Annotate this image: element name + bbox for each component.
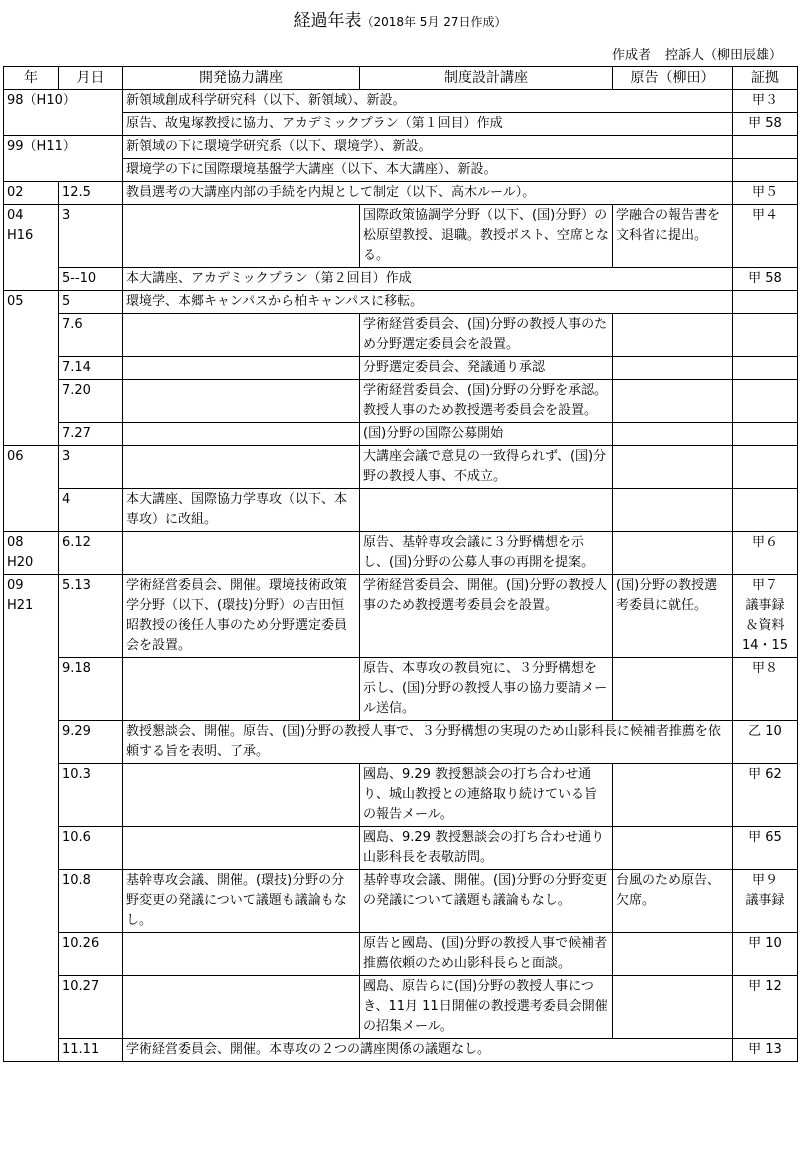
table-row bbox=[4, 268, 798, 291]
header-plaintiff: 原告（柳田） bbox=[613, 67, 733, 90]
evidence-cell bbox=[733, 489, 798, 532]
author-line bbox=[598, 44, 782, 63]
plaintiff-cell bbox=[613, 423, 733, 446]
created-date: （2018年 5月 27日作成） bbox=[361, 15, 507, 29]
date-cell: 11.11 bbox=[59, 1039, 123, 1062]
evidence-cell: 乙 10 bbox=[733, 721, 798, 764]
table-row bbox=[4, 90, 798, 113]
header-dev: 開発協力講座 bbox=[123, 67, 360, 90]
date-cell: 3 bbox=[59, 205, 123, 268]
year-cell: 99（H11） bbox=[4, 136, 123, 182]
table-row bbox=[4, 423, 798, 446]
date-cell: 4 bbox=[59, 489, 123, 532]
sys-cell: 学術経営委員会、開催。(国)分野の教授人事のため教授選考委員会を設置。 bbox=[360, 575, 613, 658]
table-row bbox=[4, 976, 798, 1039]
dev-cell bbox=[123, 976, 360, 1039]
event-cell: 新領域の下に環境学研究系（以下、環境学）、新設。 bbox=[123, 136, 733, 159]
plaintiff-cell bbox=[613, 357, 733, 380]
evidence-cell bbox=[733, 423, 798, 446]
dev-cell bbox=[123, 658, 360, 721]
year-cell: 04 H16 bbox=[4, 205, 59, 291]
dev-cell bbox=[123, 357, 360, 380]
table-row bbox=[4, 870, 798, 933]
date-cell: 9.18 bbox=[59, 658, 123, 721]
sys-cell: 原告、基幹専攻会議に３分野構想を示し、(国)分野の公募人事の再開を提案。 bbox=[360, 532, 613, 575]
dev-cell bbox=[123, 532, 360, 575]
plaintiff-cell bbox=[613, 827, 733, 870]
table-row bbox=[4, 291, 798, 314]
evidence-cell bbox=[733, 291, 798, 314]
plaintiff-cell bbox=[613, 532, 733, 575]
sys-cell: 國島、原告らに(国)分野の教授人事につき、11月 11日開催の教授選考委員会開催の招集メール。 bbox=[360, 976, 613, 1039]
evidence-cell: 甲 65 bbox=[733, 827, 798, 870]
date-cell: 3 bbox=[59, 446, 123, 489]
year-cell: 05 bbox=[4, 291, 59, 446]
plaintiff-cell bbox=[613, 314, 733, 357]
evidence-cell: 甲 58 bbox=[733, 113, 798, 136]
timeline-table bbox=[3, 66, 798, 1062]
plaintiff-cell bbox=[613, 446, 733, 489]
date-cell: 10.3 bbox=[59, 764, 123, 827]
title-text: 経過年表 bbox=[293, 11, 362, 31]
evidence-cell bbox=[733, 357, 798, 380]
event-cell: 環境学の下に国際環境基盤学大講座（以下、本大講座）、新設。 bbox=[123, 159, 733, 182]
sys-cell: 学術経営委員会、(国)分野の分野を承認。教授人事のため教授選考委員会を設置。 bbox=[360, 380, 613, 423]
table-row bbox=[4, 113, 798, 136]
sys-cell: 基幹専攻会議、開催。(国)分野の分野変更の発議について議題も議論もなし。 bbox=[360, 870, 613, 933]
table-row bbox=[4, 721, 798, 764]
header-sys: 制度設計講座 bbox=[360, 67, 613, 90]
header-evidence: 証拠 bbox=[733, 67, 798, 90]
document-title bbox=[0, 6, 800, 31]
dev-cell bbox=[123, 933, 360, 976]
evidence-cell bbox=[733, 159, 798, 182]
table-row bbox=[4, 532, 798, 575]
table-row bbox=[4, 446, 798, 489]
table-row bbox=[4, 1039, 798, 1062]
author-name: 控訴人（柳田辰雄） bbox=[664, 48, 782, 63]
header-date: 月日 bbox=[59, 67, 123, 90]
event-cell: 教員選考の大講座内部の手続を内規として制定（以下、高木ルール）。 bbox=[123, 182, 733, 205]
evidence-cell: 甲 58 bbox=[733, 268, 798, 291]
evidence-cell: 甲７ 議事録 ＆資料 14・15 bbox=[733, 575, 798, 658]
sys-cell: 分野選定委員会、発議通り承認 bbox=[360, 357, 613, 380]
evidence-cell bbox=[733, 314, 798, 357]
dev-cell bbox=[123, 205, 360, 268]
plaintiff-cell bbox=[613, 380, 733, 423]
dev-cell bbox=[123, 446, 360, 489]
event-cell: 新領域創成科学研究科（以下、新領域）、新設。 bbox=[123, 90, 733, 113]
event-cell: 原告、故鬼塚教授に協力、アカデミックプラン（第１回目）作成 bbox=[123, 113, 733, 136]
evidence-cell: 甲 62 bbox=[733, 764, 798, 827]
evidence-cell: 甲８ bbox=[733, 658, 798, 721]
dev-cell bbox=[123, 314, 360, 357]
table-row bbox=[4, 489, 798, 532]
table-row bbox=[4, 357, 798, 380]
date-cell: 6.12 bbox=[59, 532, 123, 575]
sys-cell: 原告、本専攻の教員宛に、３分野構想を示し、(国)分野の教授人事の協力要請メール送信。 bbox=[360, 658, 613, 721]
year-cell: 98（H10） bbox=[4, 90, 123, 136]
year-cell: 06 bbox=[4, 446, 59, 532]
year-cell: 02 bbox=[4, 182, 59, 205]
table-row bbox=[4, 159, 798, 182]
date-cell: 5.13 bbox=[59, 575, 123, 658]
plaintiff-cell bbox=[613, 933, 733, 976]
sys-cell: 原告と國島、(国)分野の教授人事で候補者推薦依頼のため山影科長らと面談。 bbox=[360, 933, 613, 976]
year-cell: 09 H21 bbox=[4, 575, 59, 1062]
plaintiff-cell bbox=[613, 489, 733, 532]
date-cell: 7.20 bbox=[59, 380, 123, 423]
plaintiff-cell bbox=[613, 976, 733, 1039]
event-cell: 環境学、本郷キャンパスから柏キャンパスに移転。 bbox=[123, 291, 733, 314]
event-cell: 本大講座、アカデミックプラン（第２回目）作成 bbox=[123, 268, 733, 291]
dev-cell: 基幹専攻会議、開催。(環技)分野の分野変更の発議について議題も議論もなし。 bbox=[123, 870, 360, 933]
dev-cell: 本大講座、国際協力学専攻（以下、本専攻）に改組。 bbox=[123, 489, 360, 532]
plaintiff-cell bbox=[613, 764, 733, 827]
evidence-cell bbox=[733, 380, 798, 423]
sys-cell: 國島、9.29 教授懇談会の打ち合わせ通り、城山教授との連絡取り続けている旨の報告メール。 bbox=[360, 764, 613, 827]
header-year: 年 bbox=[4, 67, 59, 90]
table-row bbox=[4, 182, 798, 205]
date-cell: 10.8 bbox=[59, 870, 123, 933]
plaintiff-cell bbox=[613, 658, 733, 721]
date-cell: 10.27 bbox=[59, 976, 123, 1039]
evidence-cell: 甲９ 議事録 bbox=[733, 870, 798, 933]
date-cell: 7.6 bbox=[59, 314, 123, 357]
date-cell: 10.6 bbox=[59, 827, 123, 870]
dev-cell bbox=[123, 380, 360, 423]
plaintiff-cell: (国)分野の教授選考委員に就任。 bbox=[613, 575, 733, 658]
date-cell: 10.26 bbox=[59, 933, 123, 976]
table-row bbox=[4, 380, 798, 423]
table-row bbox=[4, 136, 798, 159]
date-cell: 5--10 bbox=[59, 268, 123, 291]
sys-cell: (国)分野の国際公募開始 bbox=[360, 423, 613, 446]
sys-cell: 国際政策協調学分野（以下、(国)分野）の松原望教授、退職。教授ポスト、空席となる。 bbox=[360, 205, 613, 268]
table-row bbox=[4, 205, 798, 268]
evidence-cell: 甲４ bbox=[733, 205, 798, 268]
date-cell: 9.29 bbox=[59, 721, 123, 764]
date-cell: 7.27 bbox=[59, 423, 123, 446]
evidence-cell bbox=[733, 136, 798, 159]
dev-cell bbox=[123, 764, 360, 827]
sys-cell bbox=[360, 489, 613, 532]
evidence-cell: 甲 12 bbox=[733, 976, 798, 1039]
plaintiff-cell: 学融合の報告書を文科省に提出。 bbox=[613, 205, 733, 268]
table-row bbox=[4, 575, 798, 658]
author-label: 作成者 bbox=[611, 48, 651, 63]
date-cell: 12.5 bbox=[59, 182, 123, 205]
evidence-cell bbox=[733, 446, 798, 489]
sys-cell: 学術経営委員会、(国)分野の教授人事のため分野選定委員会を設置。 bbox=[360, 314, 613, 357]
dev-cell bbox=[123, 827, 360, 870]
header-row bbox=[4, 67, 798, 90]
evidence-cell: 甲 13 bbox=[733, 1039, 798, 1062]
sys-cell: 大講座会議で意見の一致得られず、(国)分野の教授人事、不成立。 bbox=[360, 446, 613, 489]
date-cell: 5 bbox=[59, 291, 123, 314]
evidence-cell: 甲６ bbox=[733, 532, 798, 575]
sys-cell: 國島、9.29 教授懇談会の打ち合わせ通り山影科長を表敬訪問。 bbox=[360, 827, 613, 870]
table-row bbox=[4, 658, 798, 721]
table-row bbox=[4, 827, 798, 870]
evidence-cell: 甲５ bbox=[733, 182, 798, 205]
evidence-cell: 甲３ bbox=[733, 90, 798, 113]
date-cell: 7.14 bbox=[59, 357, 123, 380]
year-cell: 08 H20 bbox=[4, 532, 59, 575]
dev-cell: 学術経営委員会、開催。環境技術政策学分野（以下、(環技)分野）の吉田恒昭教授の後任人事のため分野選定委員会を設置。 bbox=[123, 575, 360, 658]
dev-cell bbox=[123, 423, 360, 446]
event-cell: 学術経営委員会、開催。本専攻の２つの講座関係の議題なし。 bbox=[123, 1039, 733, 1062]
table-row bbox=[4, 314, 798, 357]
event-cell: 教授懇談会、開催。原告、(国)分野の教授人事で、３分野構想の実現のため山影科長に候補者推薦を依頼する旨を表明、了承。 bbox=[123, 721, 733, 764]
plaintiff-cell: 台風のため原告、欠席。 bbox=[613, 870, 733, 933]
evidence-cell: 甲 10 bbox=[733, 933, 798, 976]
table-row bbox=[4, 764, 798, 827]
table-row bbox=[4, 933, 798, 976]
